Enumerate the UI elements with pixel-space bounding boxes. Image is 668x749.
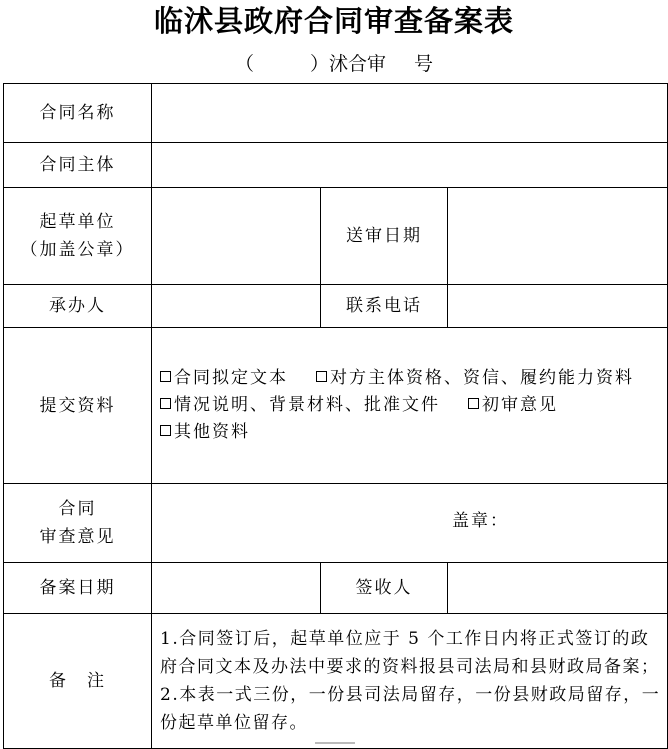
checkbox-other-materials[interactable]: [160, 425, 171, 436]
remark-note-1: 1.合同签订后，起草单位应于 5 个工作日内将正式签订的政府合同文本及办法中要求的资料报县司法局和县财政局备案；: [160, 629, 660, 677]
row-filing: [4, 563, 668, 614]
materials-checklist: [152, 328, 668, 484]
remarks-content: [152, 614, 668, 749]
doc-number-prefix: ）沭合审: [309, 53, 386, 75]
label-review-opinion: [4, 484, 152, 563]
row-materials: [4, 328, 668, 484]
handler-field[interactable]: [152, 285, 321, 328]
checkbox-background-materials[interactable]: [160, 398, 171, 409]
review-form-table: [3, 83, 668, 749]
label-drafting-unit-line2: （加盖公章）: [20, 240, 135, 260]
option-counterparty-qualification: 对方主体资格、资信、履约能力资料: [330, 368, 634, 388]
submit-date-field[interactable]: [448, 188, 668, 285]
row-contract-party: [4, 143, 668, 188]
materials-line-1: [160, 365, 663, 392]
label-review-opinion-line1: 合同: [58, 499, 97, 519]
row-review-opinion: [4, 484, 668, 563]
row-remarks: [4, 614, 668, 749]
checkbox-contract-draft[interactable]: [160, 371, 171, 382]
review-opinion-field[interactable]: [152, 484, 668, 563]
label-submitted-materials: 提交资料: [4, 328, 152, 484]
form-title: 临沭县政府合同审查备案表: [153, 4, 514, 38]
row-contract-name: [4, 84, 668, 143]
phone-field[interactable]: [448, 285, 668, 328]
label-phone: 联系电话: [321, 285, 448, 328]
row-drafting-unit: [4, 188, 668, 285]
doc-number-open: （: [234, 53, 254, 75]
option-other-materials: 其他资料: [174, 422, 250, 442]
page-edge-divider: [315, 742, 355, 744]
receiver-field[interactable]: [448, 563, 668, 614]
label-remarks: 备 注: [4, 614, 152, 749]
drafting-unit-field[interactable]: [152, 188, 321, 285]
label-receiver: 签收人: [321, 563, 448, 614]
document-number-line: [0, 50, 668, 78]
seal-label: 盖章：: [452, 511, 509, 531]
contract-name-field[interactable]: [152, 84, 668, 143]
label-handler: 承办人: [4, 285, 152, 328]
option-preliminary-opinion: 初审意见: [482, 395, 558, 415]
doc-number-suffix: 号: [414, 53, 434, 75]
materials-line-2: [160, 392, 663, 419]
label-contract-party: 合同主体: [4, 143, 152, 188]
label-drafting-unit: [4, 188, 152, 285]
row-handler: [4, 285, 668, 328]
label-drafting-unit-line1: 起草单位: [39, 212, 116, 232]
remark-note-2: 2.本表一式三份，一份县司法局留存，一份县财政局留存，一份起草单位留存。: [160, 685, 661, 733]
label-contract-name: 合同名称: [4, 84, 152, 143]
option-background-materials: 情况说明、背景材料、批准文件: [174, 395, 440, 415]
filing-date-field[interactable]: [152, 563, 321, 614]
materials-line-3: [160, 419, 663, 446]
label-submit-date: 送审日期: [321, 188, 448, 285]
checkbox-counterparty-qualification[interactable]: [316, 371, 327, 382]
label-filing-date: 备案日期: [4, 563, 152, 614]
option-contract-draft: 合同拟定文本: [174, 368, 288, 388]
checkbox-preliminary-opinion[interactable]: [468, 398, 479, 409]
label-review-opinion-line2: 审查意见: [39, 527, 116, 547]
contract-party-field[interactable]: [152, 143, 668, 188]
